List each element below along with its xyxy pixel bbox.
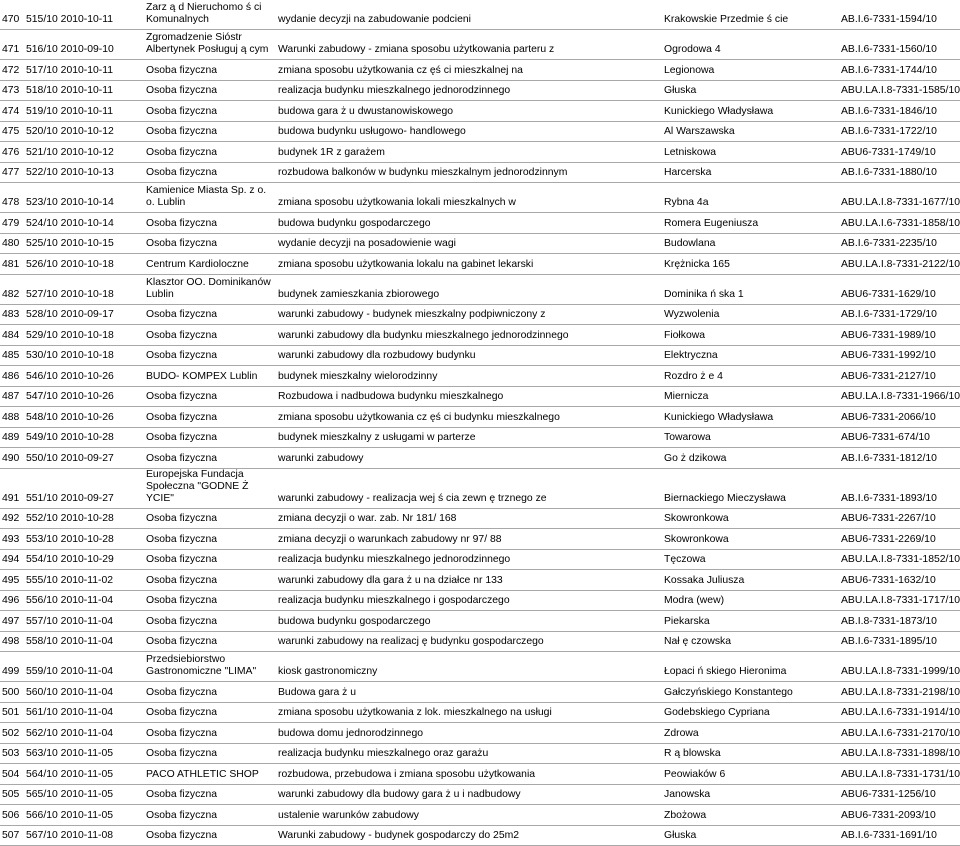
location: Skowronkowa	[664, 513, 834, 525]
investor-name: Osoba fizyczna	[146, 218, 271, 230]
entry-number: 502	[2, 728, 22, 740]
case-description: wydanie decyzji na posadowienie wagi	[278, 238, 658, 250]
entry-number: 472	[2, 65, 22, 77]
location: Elektryczna	[664, 350, 834, 362]
entry-number: 488	[2, 412, 22, 424]
investor-name: Osoba fizyczna	[146, 65, 271, 77]
location: Dominika ń ska 1	[664, 289, 834, 301]
table-row	[0, 570, 960, 591]
registration-date: 524/10 2010-10-14	[26, 218, 141, 230]
entry-number: 470	[2, 14, 22, 26]
table-row	[0, 325, 960, 346]
location: Al Warszawska	[664, 126, 834, 138]
investor-name: Osoba fizyczna	[146, 748, 271, 760]
case-description: budynek zamieszkania zbiorowego	[278, 289, 658, 301]
case-signature: ABU6-7331-2093/10	[841, 810, 960, 822]
investor-name: Zarz ą d Nieruchomo ś ci Komunalnych	[146, 2, 271, 26]
table-row	[0, 366, 960, 387]
entry-number: 503	[2, 748, 22, 760]
case-description: warunki zabudowy	[278, 453, 658, 465]
registration-date: 547/10 2010-10-26	[26, 391, 141, 403]
table-row	[0, 428, 960, 449]
location: Głuska	[664, 830, 834, 842]
entry-number: 497	[2, 616, 22, 628]
table-row	[0, 101, 960, 122]
case-signature: ABU6-7331-1629/10	[841, 289, 960, 301]
case-signature: ABU.LA.I.8-7331-1898/10	[841, 748, 960, 760]
table-row	[0, 213, 960, 234]
location: Miernicza	[664, 391, 834, 403]
entry-number: 499	[2, 666, 22, 678]
investor-name: Osoba fizyczna	[146, 453, 271, 465]
table-row	[0, 591, 960, 612]
entry-number: 471	[2, 44, 22, 56]
investor-name: Osoba fizyczna	[146, 412, 271, 424]
case-signature: ABU.LA.I.8-7331-1999/10	[841, 666, 960, 678]
registration-date: 563/10 2010-11-05	[26, 748, 141, 760]
case-signature: ABU.LA.I.8-7331-1731/10	[841, 769, 960, 781]
table-row	[0, 81, 960, 102]
location: Rybna 4a	[664, 197, 834, 209]
registration-date: 558/10 2010-11-04	[26, 636, 141, 648]
case-signature: AB.I.6-7331-1691/10	[841, 830, 960, 842]
case-description: realizacja budynku mieszkalnego jednorodzinnego	[278, 85, 658, 97]
registration-date: 546/10 2010-10-26	[26, 371, 141, 383]
location: Harcerska	[664, 167, 834, 179]
entry-number: 500	[2, 687, 22, 699]
entry-number: 481	[2, 259, 22, 271]
case-description: budowa domu jednorodzinnego	[278, 728, 658, 740]
table-row	[0, 652, 960, 682]
case-signature: AB.I.6-7331-1722/10	[841, 126, 960, 138]
entry-number: 493	[2, 534, 22, 546]
investor-name: Osoba fizyczna	[146, 238, 271, 250]
case-description: budynek mieszkalny z usługami w parterze	[278, 432, 658, 444]
table-row	[0, 0, 960, 30]
investor-name: Osoba fizyczna	[146, 391, 271, 403]
location: Godebskiego Cypriana	[664, 707, 834, 719]
investor-name: Przedsiebiorstwo Gastronomiczne "LIMA"	[146, 654, 271, 678]
case-description: warunki zabudowy dla gara ż u na działce nr 133	[278, 575, 658, 587]
location: Nał ę czowska	[664, 636, 834, 648]
entry-number: 496	[2, 595, 22, 607]
case-signature: AB.I.6-7331-1846/10	[841, 106, 960, 118]
investor-name: Osoba fizyczna	[146, 147, 271, 159]
location: Legionowa	[664, 65, 834, 77]
entry-number: 495	[2, 575, 22, 587]
case-description: budynek 1R z garażem	[278, 147, 658, 159]
investor-name: Osoba fizyczna	[146, 126, 271, 138]
registration-date: 564/10 2010-11-05	[26, 769, 141, 781]
entry-number: 475	[2, 126, 22, 138]
location: Tęczowa	[664, 554, 834, 566]
location: Rozdro ż e 4	[664, 371, 834, 383]
investor-name: Osoba fizyczna	[146, 432, 271, 444]
location: Biernackiego Mieczysława	[664, 493, 834, 505]
case-signature: AB.I.8-7331-1873/10	[841, 616, 960, 628]
case-description: warunki zabudowy na realizacj ę budynku gospodarczego	[278, 636, 658, 648]
investor-name: Osoba fizyczna	[146, 707, 271, 719]
case-description: realizacja budynku mieszkalnego jednorodzinnego	[278, 554, 658, 566]
entry-number: 474	[2, 106, 22, 118]
entry-number: 494	[2, 554, 22, 566]
case-description: kiosk gastronomiczny	[278, 666, 658, 678]
case-description: budynek mieszkalny wielorodzinny	[278, 371, 658, 383]
case-signature: ABU.LA.I.8-7331-2122/10	[841, 259, 960, 271]
entry-number: 490	[2, 453, 22, 465]
entry-number: 478	[2, 197, 22, 209]
case-signature: AB.I.6-7331-1812/10	[841, 453, 960, 465]
registration-date: 552/10 2010-10-28	[26, 513, 141, 525]
case-description: warunki zabudowy - budynek mieszkalny podpiwniczony z	[278, 309, 658, 321]
investor-name: Osoba fizyczna	[146, 167, 271, 179]
registration-date: 515/10 2010-10-11	[26, 14, 141, 26]
table-row	[0, 805, 960, 826]
table-row	[0, 346, 960, 367]
table-row	[0, 550, 960, 571]
case-signature: ABU.LA.I.6-7331-2170/10	[841, 728, 960, 740]
entry-number: 484	[2, 330, 22, 342]
case-signature: ABU6-7331-2269/10	[841, 534, 960, 546]
investor-name: Osoba fizyczna	[146, 830, 271, 842]
location: Towarowa	[664, 432, 834, 444]
table-row	[0, 764, 960, 785]
location: Letniskowa	[664, 147, 834, 159]
investor-name: Osoba fizyczna	[146, 85, 271, 97]
registration-date: 554/10 2010-10-29	[26, 554, 141, 566]
registration-date: 556/10 2010-11-04	[26, 595, 141, 607]
investor-name: Osoba fizyczna	[146, 534, 271, 546]
investor-name: Osoba fizyczna	[146, 554, 271, 566]
case-signature: ABU.LA.I.8-7331-2198/10	[841, 687, 960, 699]
registration-date: 522/10 2010-10-13	[26, 167, 141, 179]
case-description: budowa budynku gospodarczego	[278, 616, 658, 628]
investor-name: Osoba fizyczna	[146, 309, 271, 321]
location: Kunickiego Władysława	[664, 412, 834, 424]
registration-date: 520/10 2010-10-12	[26, 126, 141, 138]
location: Krężnicka 165	[664, 259, 834, 271]
entry-number: 477	[2, 167, 22, 179]
location: Wyzwolenia	[664, 309, 834, 321]
investor-name: Osoba fizyczna	[146, 810, 271, 822]
investor-name: Osoba fizyczna	[146, 728, 271, 740]
investor-name: Osoba fizyczna	[146, 636, 271, 648]
table-row	[0, 785, 960, 806]
case-description: zmiana decyzji o war. zab. Nr 181/ 168	[278, 513, 658, 525]
table-row	[0, 122, 960, 143]
case-signature: ABU.LA.I.8-7331-1717/10	[841, 595, 960, 607]
case-description: warunki zabudowy dla budynku mieszkalnego jednorodzinnego	[278, 330, 658, 342]
case-signature: AB.I.6-7331-1895/10	[841, 636, 960, 648]
investor-name: Centrum Kardioloczne	[146, 259, 271, 271]
table-row	[0, 305, 960, 326]
investor-name: Osoba fizyczna	[146, 789, 271, 801]
registration-date: 566/10 2010-11-05	[26, 810, 141, 822]
location: R ą blowska	[664, 748, 834, 760]
entry-number: 505	[2, 789, 22, 801]
case-description: zmiana sposobu użytkowania z lok. mieszkalnego na usługi	[278, 707, 658, 719]
case-signature: AB.I.6-7331-1729/10	[841, 309, 960, 321]
investor-name: Osoba fizyczna	[146, 687, 271, 699]
entry-number: 491	[2, 493, 22, 505]
case-description: ustalenie warunków zabudowy	[278, 810, 658, 822]
entry-number: 473	[2, 85, 22, 97]
registration-date: 557/10 2010-11-04	[26, 616, 141, 628]
investor-name: Osoba fizyczna	[146, 616, 271, 628]
case-description: Rozbudowa i nadbudowa budynku mieszkalnego	[278, 391, 658, 403]
entry-number: 507	[2, 830, 22, 842]
entry-number: 489	[2, 432, 22, 444]
case-description: zmiana sposobu użytkowania cz ęś ci budynku mieszkalnego	[278, 412, 658, 424]
registration-date: 517/10 2010-10-11	[26, 65, 141, 77]
case-description: warunki zabudowy - realizacja wej ś cia zewn ę trznego ze	[278, 493, 658, 505]
location: Kunickiego Władysława	[664, 106, 834, 118]
table-row	[0, 611, 960, 632]
table-row	[0, 632, 960, 653]
location: Zdrowa	[664, 728, 834, 740]
investor-name: PACO ATHLETIC SHOP	[146, 769, 271, 781]
entry-number: 480	[2, 238, 22, 250]
registration-date: 562/10 2010-11-04	[26, 728, 141, 740]
registration-date: 530/10 2010-10-18	[26, 350, 141, 362]
investor-name: Kamienice Miasta Sp. z o. o. Lublin	[146, 185, 271, 209]
case-description: realizacja budynku mieszkalnego i gospodarczego	[278, 595, 658, 607]
location: Łopaci ń skiego Hieronima	[664, 666, 834, 678]
investor-name: Europejska Fundacja Społeczna "GODNE Ż YCIE"	[146, 469, 271, 505]
table-row	[0, 30, 960, 60]
case-signature: AB.I.6-7331-2235/10	[841, 238, 960, 250]
entry-number: 504	[2, 769, 22, 781]
entry-number: 483	[2, 309, 22, 321]
location: Fiołkowa	[664, 330, 834, 342]
case-signature: ABU.LA.I.8-7331-1852/10	[841, 554, 960, 566]
investor-name: Osoba fizyczna	[146, 595, 271, 607]
case-description: Warunki zabudowy - budynek gospodarczy do 25m2	[278, 830, 658, 842]
location: Peowiaków 6	[664, 769, 834, 781]
table-row	[0, 163, 960, 184]
location: Romera Eugeniusza	[664, 218, 834, 230]
case-signature: ABU.LA.I.8-7331-1677/10	[841, 197, 960, 209]
table-row	[0, 826, 960, 846]
location: Piekarska	[664, 616, 834, 628]
location: Krakowskie Przedmie ś cie	[664, 14, 834, 26]
case-signature: AB.I.6-7331-1880/10	[841, 167, 960, 179]
case-description: warunki zabudowy dla budowy gara ż u i nadbudowy	[278, 789, 658, 801]
registration-date: 559/10 2010-11-04	[26, 666, 141, 678]
registration-date: 518/10 2010-10-11	[26, 85, 141, 97]
registration-date: 527/10 2010-10-18	[26, 289, 141, 301]
table-row	[0, 407, 960, 428]
table-row	[0, 529, 960, 550]
registration-date: 549/10 2010-10-28	[26, 432, 141, 444]
case-signature: ABU6-7331-2066/10	[841, 412, 960, 424]
registration-date: 551/10 2010-09-27	[26, 493, 141, 505]
investor-name: BUDO- KOMPEX Lublin	[146, 371, 271, 383]
registration-date: 521/10 2010-10-12	[26, 147, 141, 159]
investor-name: Zgromadzenie Sióstr Albertynek Posługuj ą cym	[146, 32, 271, 56]
investor-name: Osoba fizyczna	[146, 350, 271, 362]
registration-date: 529/10 2010-10-18	[26, 330, 141, 342]
case-description: budowa budynku gospodarczego	[278, 218, 658, 230]
table-row	[0, 682, 960, 703]
investor-name: Osoba fizyczna	[146, 513, 271, 525]
table-row	[0, 234, 960, 255]
location: Janowska	[664, 789, 834, 801]
case-signature: ABU6-7331-2267/10	[841, 513, 960, 525]
table-row	[0, 723, 960, 744]
location: Ogrodowa 4	[664, 44, 834, 56]
table-row	[0, 142, 960, 163]
investor-name: Klasztor OO. Dominikanów Lublin	[146, 277, 271, 301]
table-row	[0, 183, 960, 213]
case-signature: ABU6-7331-1749/10	[841, 147, 960, 159]
registration-date: 519/10 2010-10-11	[26, 106, 141, 118]
table-row	[0, 254, 960, 275]
entry-number: 476	[2, 147, 22, 159]
location: Skowronkowa	[664, 534, 834, 546]
case-description: zmiana sposobu użytkowania lokalu na gabinet lekarski	[278, 259, 658, 271]
case-description: Budowa gara ż u	[278, 687, 658, 699]
case-signature: ABU6-7331-1989/10	[841, 330, 960, 342]
registration-date: 555/10 2010-11-02	[26, 575, 141, 587]
registration-date: 525/10 2010-10-15	[26, 238, 141, 250]
entry-number: 498	[2, 636, 22, 648]
registration-date: 548/10 2010-10-26	[26, 412, 141, 424]
registration-date: 560/10 2010-11-04	[26, 687, 141, 699]
table-row	[0, 469, 960, 509]
case-signature: ABU6-7331-674/10	[841, 432, 960, 444]
table-row	[0, 744, 960, 765]
case-signature: ABU.LA.I.6-7331-1858/10	[841, 218, 960, 230]
case-description: zmiana sposobu użytkowania lokali mieszkalnych w	[278, 197, 658, 209]
case-signature: ABU6-7331-1256/10	[841, 789, 960, 801]
case-description: realizacja budynku mieszkalnego oraz garażu	[278, 748, 658, 760]
table-row	[0, 509, 960, 530]
case-description: wydanie decyzji na zabudowanie podcieni	[278, 14, 658, 26]
case-description: zmiana decyzji o warunkach zabudowy nr 97/ 88	[278, 534, 658, 546]
case-signature: AB.I.6-7331-1560/10	[841, 44, 960, 56]
case-signature: ABU6-7331-1632/10	[841, 575, 960, 587]
case-signature: ABU.LA.I.8-7331-1585/10	[841, 85, 960, 97]
case-signature: AB.I.6-7331-1893/10	[841, 493, 960, 505]
case-signature: AB.I.6-7331-1594/10	[841, 14, 960, 26]
registration-date: 550/10 2010-09-27	[26, 453, 141, 465]
entry-number: 506	[2, 810, 22, 822]
location: Gałczyńskiego Konstantego	[664, 687, 834, 699]
registration-date: 553/10 2010-10-28	[26, 534, 141, 546]
registration-date: 516/10 2010-09-10	[26, 44, 141, 56]
case-description: budowa gara ż u dwustanowiskowego	[278, 106, 658, 118]
entry-number: 487	[2, 391, 22, 403]
location: Głuska	[664, 85, 834, 97]
entry-number: 485	[2, 350, 22, 362]
entry-number: 492	[2, 513, 22, 525]
location: Kossaka Juliusza	[664, 575, 834, 587]
location: Go ż dzikowa	[664, 453, 834, 465]
registration-date: 526/10 2010-10-18	[26, 259, 141, 271]
location: Modra (wew)	[664, 595, 834, 607]
case-signature: ABU6-7331-2127/10	[841, 371, 960, 383]
case-signature: ABU.LA.I.8-7331-1966/10	[841, 391, 960, 403]
table-row	[0, 703, 960, 724]
investor-name: Osoba fizyczna	[146, 330, 271, 342]
table-row	[0, 448, 960, 469]
case-signature: AB.I.6-7331-1744/10	[841, 65, 960, 77]
investor-name: Osoba fizyczna	[146, 106, 271, 118]
table-row	[0, 275, 960, 305]
registration-date: 561/10 2010-11-04	[26, 707, 141, 719]
case-description: Warunki zabudowy - zmiana sposobu użytkowania parteru z	[278, 44, 658, 56]
case-description: budowa budynku usługowo- handlowego	[278, 126, 658, 138]
registration-date: 528/10 2010-09-17	[26, 309, 141, 321]
table-row	[0, 387, 960, 408]
table-row	[0, 60, 960, 81]
location: Zbożowa	[664, 810, 834, 822]
registration-date: 565/10 2010-11-05	[26, 789, 141, 801]
entry-number: 486	[2, 371, 22, 383]
registration-date: 523/10 2010-10-14	[26, 197, 141, 209]
case-signature: ABU6-7331-1992/10	[841, 350, 960, 362]
case-description: rozbudowa balkonów w budynku mieszkalnym jednorodzinnym	[278, 167, 658, 179]
case-description: rozbudowa, przebudowa i zmiana sposobu użytkowania	[278, 769, 658, 781]
case-description: warunki zabudowy dla rozbudowy budynku	[278, 350, 658, 362]
entry-number: 501	[2, 707, 22, 719]
location: Budowlana	[664, 238, 834, 250]
entry-number: 479	[2, 218, 22, 230]
case-description: zmiana sposobu użytkowania cz ęś ci mieszkalnej na	[278, 65, 658, 77]
case-signature: ABU.LA.I.6-7331-1914/10	[841, 707, 960, 719]
entry-number: 482	[2, 289, 22, 301]
investor-name: Osoba fizyczna	[146, 575, 271, 587]
registration-date: 567/10 2010-11-08	[26, 830, 141, 842]
